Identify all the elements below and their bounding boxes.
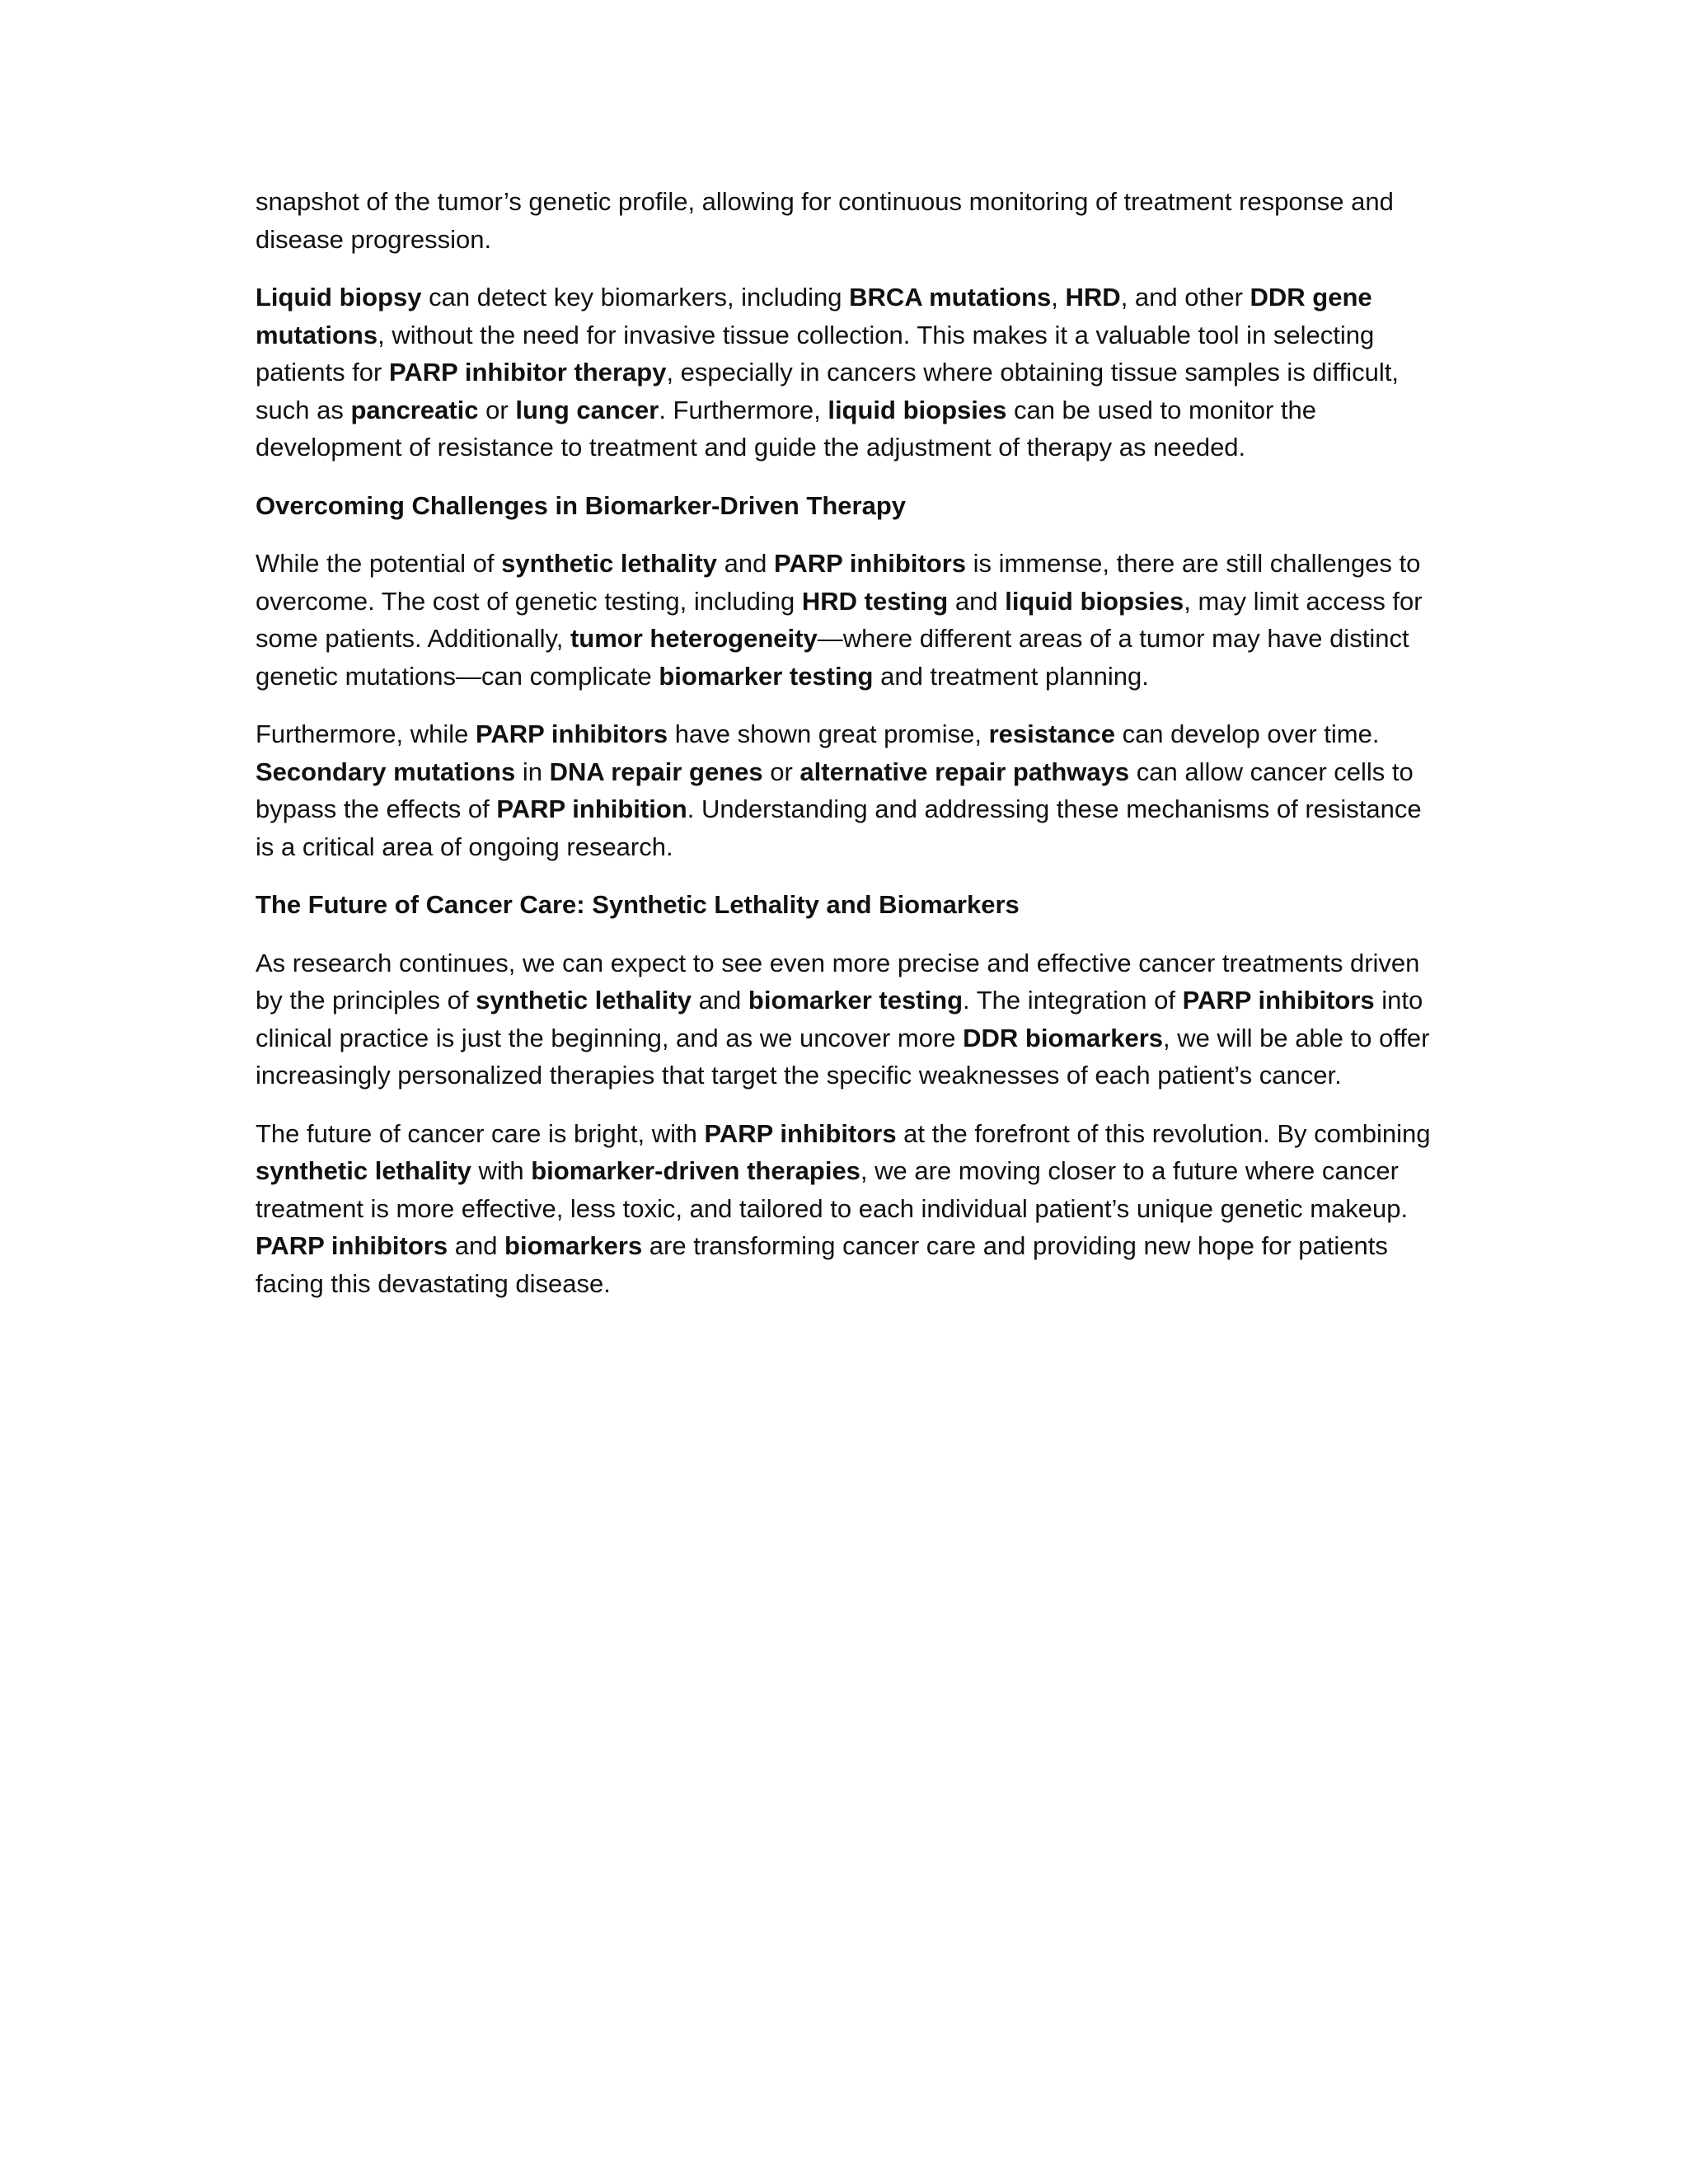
text-run: with xyxy=(471,1156,532,1185)
body-paragraph xyxy=(256,545,1442,695)
bold-term: Liquid biopsy xyxy=(256,283,422,312)
text-run: can detect key biomarkers, including xyxy=(421,283,850,312)
bold-term: DDR gene mutations xyxy=(256,283,1372,349)
body-paragraph xyxy=(256,1115,1442,1303)
bold-term: BRCA mutations xyxy=(849,283,1052,312)
bold-term: PARP inhibitors xyxy=(773,549,967,578)
text-run: are transforming cancer care and providing new hope for patients facing this devastating disease. xyxy=(256,1231,1388,1298)
bold-term: PARP inhibition xyxy=(496,794,687,823)
text-run: in xyxy=(515,757,550,786)
document-page xyxy=(256,183,1442,1323)
bold-term: Overcoming Challenges in Biomarker-Driven Therapy xyxy=(256,490,907,520)
bold-term: biomarker-driven therapies xyxy=(531,1156,860,1185)
bold-term: PARP inhibitors xyxy=(476,719,668,748)
text-run: or xyxy=(762,757,800,786)
bold-term: DNA repair genes xyxy=(549,757,763,786)
bold-term: PARP inhibitors xyxy=(256,1231,448,1260)
text-run: can develop over time. xyxy=(1114,719,1380,748)
text-run: and xyxy=(691,986,748,1015)
bold-term: lung cancer xyxy=(515,395,659,424)
bold-term: liquid biopsies xyxy=(1005,586,1184,616)
text-run: and xyxy=(448,1231,505,1260)
bold-term: tumor heterogeneity xyxy=(570,624,818,653)
bold-term: HRD xyxy=(1065,283,1121,312)
text-run: is immense, there are still challenges to overcome. The cost of genetic testing, including xyxy=(256,549,1421,616)
text-run: at the forefront of this revolution. By combining xyxy=(896,1118,1431,1148)
text-run: , we are moving closer to a future where cancer treatment is more effective, less toxic, and tailored to each individual patient’s unique genetic makeup. xyxy=(256,1156,1409,1223)
text-run: and xyxy=(948,586,1006,616)
bold-term: The Future of Cancer Care: Synthetic Lethality and Biomarkers xyxy=(256,890,1020,919)
section-heading xyxy=(256,886,1442,924)
bold-term: liquid biopsies xyxy=(828,395,1007,424)
text-run: , we will be able to offer increasingly personalized therapies that target the specific weaknesses of each patient’s cancer. xyxy=(256,1023,1430,1090)
bold-term: DDR biomarkers xyxy=(963,1023,1164,1052)
section-heading xyxy=(256,487,1442,525)
bold-term: biomarkers xyxy=(504,1231,643,1260)
text-run: have shown great promise, xyxy=(668,719,989,748)
text-run: . The integration of xyxy=(963,986,1183,1015)
text-run: snapshot of the tumor’s genetic profile, allowing for continuous monitoring of treatment response and disease progression. xyxy=(256,187,1394,254)
text-run: into clinical practice is just the beginning, and as we uncover more xyxy=(256,986,1423,1052)
text-run: and xyxy=(716,549,774,578)
body-paragraph xyxy=(256,715,1442,865)
body-paragraph xyxy=(256,279,1442,466)
text-run: or xyxy=(478,395,516,424)
text-run: can be used to monitor the development of resistance to treatment and guide the adjustment of therapy as needed. xyxy=(256,395,1317,462)
text-run: —where different areas of a tumor may have distinct genetic mutations—can complicate xyxy=(256,624,1409,691)
text-run: Furthermore, while xyxy=(256,719,476,748)
text-run: As research continues, we can expect to see even more precise and effective cancer treatments driven by the principles of xyxy=(256,948,1420,1015)
bold-term: HRD testing xyxy=(801,586,949,616)
bold-term: PARP inhibitors xyxy=(1182,986,1375,1015)
bold-term: synthetic lethality xyxy=(476,986,692,1015)
bold-term: biomarker testing xyxy=(748,986,964,1015)
bold-term: alternative repair pathways xyxy=(799,757,1130,786)
text-run: While the potential of xyxy=(256,549,502,578)
bold-term: synthetic lethality xyxy=(256,1156,471,1185)
text-run: , and other xyxy=(1120,283,1250,312)
bold-term: biomarker testing xyxy=(659,661,874,691)
bold-term: resistance xyxy=(988,719,1115,748)
body-paragraph xyxy=(256,944,1442,1094)
text-run: The future of cancer care is bright, with xyxy=(256,1118,705,1148)
text-run: , especially in cancers where obtaining tissue samples is difficult, such as xyxy=(256,358,1399,424)
bold-term: synthetic lethality xyxy=(501,549,717,578)
bold-term: Secondary mutations xyxy=(256,757,516,786)
text-run: . Furthermore, xyxy=(659,395,828,424)
text-run: , without the need for invasive tissue collection. This makes it a valuable tool in selecting patients for xyxy=(256,320,1375,387)
bold-term: PARP inhibitor therapy xyxy=(388,358,667,387)
text-run: can allow cancer cells to bypass the effects of xyxy=(256,757,1414,823)
body-paragraph xyxy=(256,183,1442,258)
bold-term: PARP inhibitors xyxy=(704,1118,897,1148)
text-run: and treatment planning. xyxy=(873,661,1149,691)
text-run: , may limit access for some patients. Additionally, xyxy=(256,586,1423,653)
bold-term: pancreatic xyxy=(350,395,479,424)
text-run: . Understanding and addressing these mechanisms of resistance is a critical area of ongoing research. xyxy=(256,794,1422,861)
text-run: , xyxy=(1051,283,1066,312)
